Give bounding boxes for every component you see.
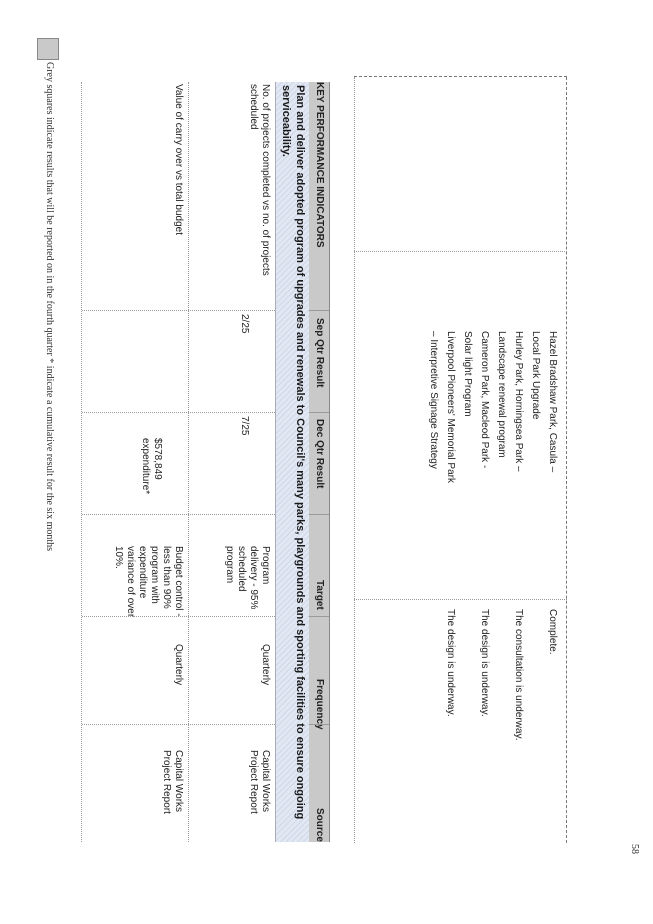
project-line: Hazel Bradshaw Park, Casula – <box>547 331 558 473</box>
row-source: Capital Works Project Report <box>161 750 184 814</box>
row-kpi: Value of carry over vs total budget <box>173 84 184 236</box>
table-top-border <box>566 77 567 843</box>
status-text: The consultation is underway. <box>513 609 524 741</box>
status-text: Complete. <box>547 609 558 655</box>
project-line: – Interpretive Signage Strategy <box>428 331 439 469</box>
column-divider <box>82 616 275 617</box>
row-sep-result: 2/25 <box>239 314 250 334</box>
project-line: Landscape renewal program <box>496 331 507 458</box>
header-frequency: Frequency <box>314 679 325 730</box>
kpi-table <box>81 82 330 842</box>
project-line: Cameron Park, Macleod Park - <box>479 331 490 469</box>
header-source: Source <box>314 808 325 842</box>
row-target: Program delivery - 95% scheduled program <box>224 546 271 610</box>
project-line: Solar light Program <box>462 331 473 417</box>
kpi-header-row <box>308 82 330 842</box>
row-kpi: No. of projects completed vs no. of projects scheduled <box>248 84 271 276</box>
header-kpi: KEY PERFORMANCE INDICATORS <box>314 82 325 248</box>
objective-band <box>275 82 309 842</box>
row-dec-result: 7/25 <box>239 416 250 436</box>
header-dec-qtr: Dec Qtr Result <box>314 419 325 489</box>
column-divider <box>82 310 275 311</box>
header-divider <box>309 514 329 515</box>
row-frequency: Quarterly <box>173 644 184 686</box>
status-text: The design is underway. <box>445 609 456 717</box>
footnote <box>35 38 59 818</box>
header-target: Target <box>314 580 325 610</box>
header-sep-qtr: Sep Qtr Result <box>314 318 325 388</box>
table-row <box>82 82 188 842</box>
header-divider <box>309 412 329 413</box>
header-divider <box>309 310 329 311</box>
column-divider <box>354 599 567 600</box>
project-line: Hurley Park, Horningsea Park – <box>513 331 524 472</box>
column-divider <box>82 412 275 413</box>
row-target: Budget control - less than 90% program with expenditure variance of over 10%. <box>113 546 184 618</box>
column-divider <box>354 251 567 252</box>
grey-square-legend-icon <box>37 38 59 60</box>
column-divider <box>82 724 275 725</box>
row-source: Capital Works Project Report <box>248 750 271 814</box>
footnote-text: Grey squares indicate results that will be reported on in the fourth quarter * indicate a cumulative result for the six months <box>44 62 55 552</box>
page-number: 58 <box>629 844 640 854</box>
table-bottom-border <box>354 77 355 843</box>
row-dec-result: $578,849 expenditure* <box>140 438 163 495</box>
project-line: Liverpool Pioneers' Memorial Park <box>445 331 456 483</box>
header-divider <box>309 724 329 725</box>
status-text: The design is underway. <box>479 609 490 717</box>
project-line: Local Park Upgrade <box>530 331 541 420</box>
row-frequency: Quarterly <box>260 644 271 686</box>
project-status-table <box>354 76 567 843</box>
header-divider <box>309 616 329 617</box>
project-list <box>425 331 561 581</box>
table-row <box>188 82 275 842</box>
column-divider <box>82 514 275 515</box>
objective-text: Plan and deliver adopted program of upgrades and renewals to Council's many parks, playgrounds and sporting facilities to ensure ongoing serviceability. <box>280 85 306 820</box>
